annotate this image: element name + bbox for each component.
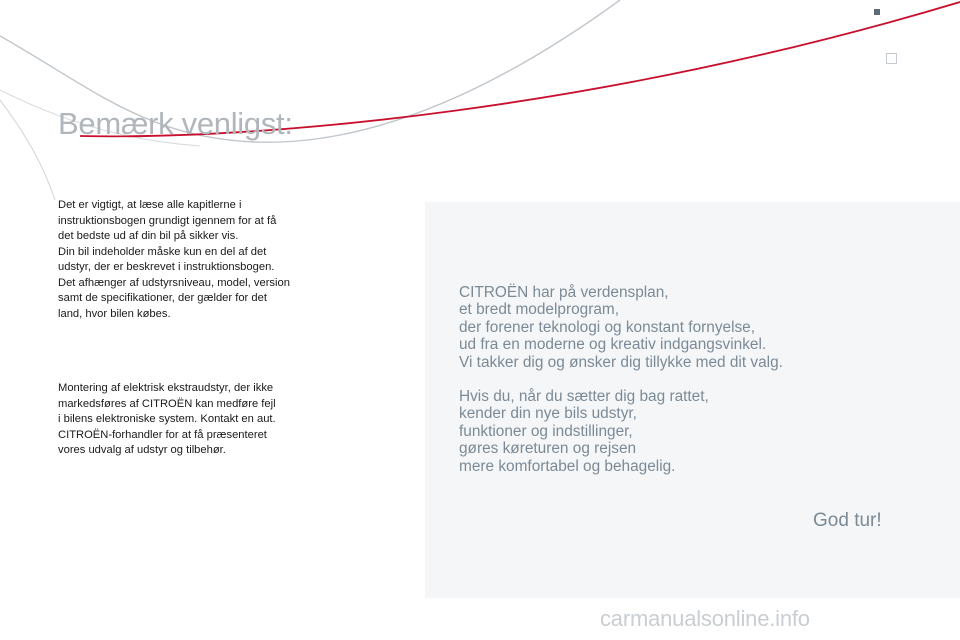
text-line: Det afhænger af udstyrsniveau, model, version bbox=[58, 276, 290, 289]
grey-curve-left bbox=[0, 100, 55, 200]
message-line: gøres køreturen og rejsen bbox=[459, 440, 637, 458]
page-title: Bemærk venligst: bbox=[58, 106, 293, 141]
message-line: et bredt modelprogram, bbox=[459, 301, 619, 319]
text-line: instruktionsbogen grundigt igennem for at få bbox=[58, 214, 277, 227]
intro-paragraph bbox=[58, 198, 328, 322]
accessory-warning-paragraph bbox=[58, 381, 328, 459]
message-line: mere komfortabel og behagelig. bbox=[459, 457, 676, 475]
text-line: i bilens elektroniske system. Kontakt en aut. bbox=[58, 413, 276, 425]
familiarity-message bbox=[459, 388, 709, 475]
text-line: markedsføres af CITROËN kan medføre fejl bbox=[58, 397, 276, 410]
closing-greeting: God tur! bbox=[813, 510, 882, 531]
page-marker-square-icon bbox=[874, 9, 880, 15]
text-line: Det er vigtigt, at læse alle kapitlerne i bbox=[58, 199, 242, 211]
message-line: funktioner og indstillinger, bbox=[459, 422, 633, 440]
text-line: Montering af elektrisk ekstraudstyr, der ikke bbox=[58, 382, 274, 394]
text-line: udstyr, der er beskrevet i instruktionsbogen. bbox=[58, 261, 275, 273]
message-line: ud fra en moderne og kreativ indgangsvinkel. bbox=[459, 336, 767, 354]
page-marker-box-icon bbox=[886, 53, 897, 64]
welcome-message bbox=[459, 284, 783, 371]
message-line: Vi takker dig og ønsker dig tillykke med dit valg. bbox=[459, 353, 783, 371]
message-line: kender din nye bils udstyr, bbox=[459, 405, 637, 423]
message-line: der forener teknologi og konstant fornyelse, bbox=[459, 318, 756, 336]
text-line: vores udvalg af udstyr og tilbehør. bbox=[58, 444, 226, 456]
message-line: Hvis du, når du sætter dig bag rattet, bbox=[459, 388, 709, 405]
text-line: samt de specifikationer, der gælder for det bbox=[58, 292, 267, 304]
text-line: det bedste ud af din bil på sikker vis. bbox=[58, 230, 239, 242]
message-line: CITROËN har på verdensplan, bbox=[459, 284, 669, 301]
watermark: carmanualsonline.info bbox=[600, 606, 810, 631]
text-line: CITROËN-forhandler for at få præsenteret bbox=[58, 428, 267, 441]
text-line: land, hvor bilen købes. bbox=[58, 307, 171, 320]
text-line: Din bil indeholder måske kun en del af det bbox=[58, 245, 267, 258]
